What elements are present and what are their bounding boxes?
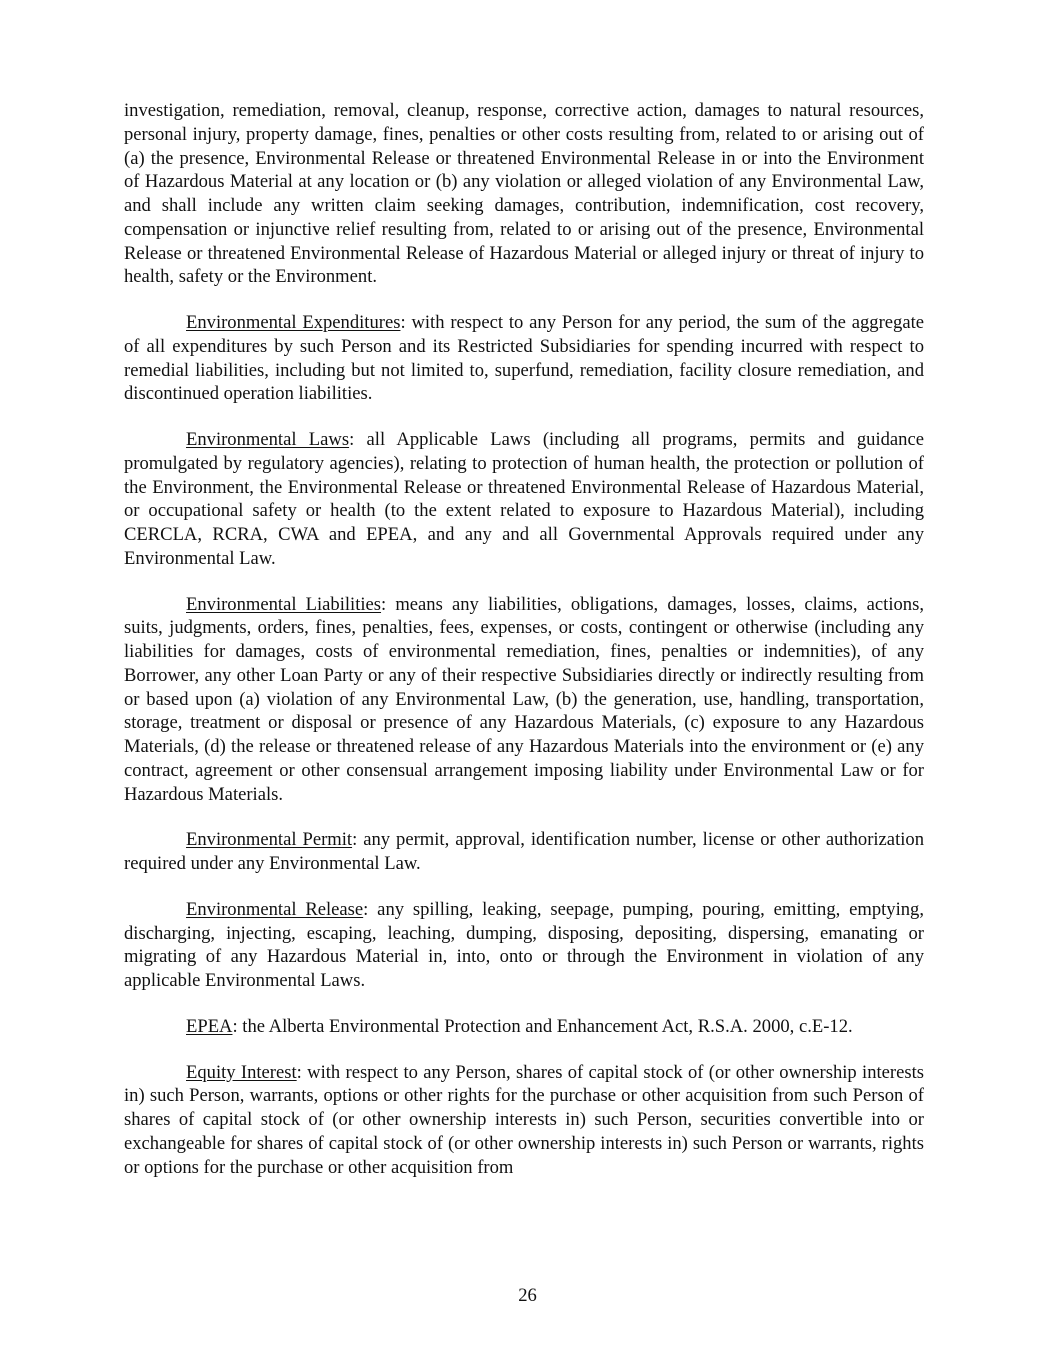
term-separator: : bbox=[232, 1015, 238, 1037]
definition-environmental-release bbox=[124, 898, 924, 993]
term-separator: : bbox=[296, 1061, 302, 1083]
defined-term: Environmental Expenditures bbox=[186, 312, 401, 333]
definition-environmental-expenditures bbox=[124, 311, 924, 406]
definition-text: the Alberta Environmental Protection and Enhancement Act, R.S.A. 2000, c.E-12. bbox=[237, 1015, 853, 1037]
document-body bbox=[124, 99, 924, 1201]
defined-term: EPEA bbox=[186, 1015, 233, 1037]
definition-text: all Applicable Laws (including all programs, permits and guidance promulgated by regulatory agencies), relating to protection of human health, the protection or pollution of the Environment, the Environmental Release or threatened Environmental Release of Hazardous Material, or occupational safety or health (to the extent related to exposure to Hazardous Material), including CERCLA, RCRA, CWA and EPEA, and any and all Governmental Approvals required under any Environmental Law. bbox=[124, 429, 924, 569]
defined-term: Environmental Release bbox=[186, 898, 364, 920]
defined-term: Equity Interest bbox=[186, 1061, 297, 1083]
definition-text: with respect to any Person, shares of capital stock of (or other ownership interests in) such Person, warrants, options or other rights for the purchase or other acquisition from such Person of shares of capital stock of (or other ownership interests in) such Person, securities convertible into or exchangeable for shares of capital stock of (or other ownership interests in) such Person or warrants, rights or options for the purchase or other acquisition from bbox=[124, 1061, 925, 1178]
term-separator: : bbox=[349, 429, 355, 450]
defined-term: Environmental Laws bbox=[186, 429, 350, 450]
definition-epea bbox=[124, 1015, 924, 1039]
term-separator: : bbox=[363, 898, 369, 920]
definition-environmental-permit bbox=[124, 828, 924, 876]
definition-text: any permit, approval, identification number, license or other authorization required under any Environmental Law. bbox=[124, 829, 924, 874]
defined-term: Environmental Permit bbox=[186, 829, 353, 851]
definition-text: any spilling, leaking, seepage, pumping, pouring, emitting, emptying, discharging, injecting, escaping, leaching, dumping, disposing, depositing, dispersing, emanating or migrating of any Hazardous Material in, into, onto or through the Environment in violation of any applicable Environmental Laws. bbox=[124, 898, 924, 991]
definition-text: means any liabilities, obligations, damages, losses, claims, actions, suits, judgments, orders, fines, penalties, fees, expenses, or costs, contingent or otherwise (including any liabilities for damages, costs of environmental remediation, fines, penalties or indemnities), of any Borrower, any other Loan Party or any of their respective Subsidiaries directly or indirectly resulting from or based upon (a) violation of any Environmental Law, (b) the generation, use, handling, transportation, storage, treatment or disposal or presence of any Hazardous Materials, (c) exposure to any Hazardous Materials, (d) the release or threatened release of any Hazardous Materials into the environment or (e) any contract, agreement or other consensual arrangement imposing liability under Environmental Law or for Hazardous Materials. bbox=[124, 593, 924, 805]
term-separator: : bbox=[352, 829, 358, 851]
continuation-paragraph: investigation, remediation, removal, cleanup, response, corrective action, damages to natural resources, personal injury, property damage, fines, penalties or other costs resulting from, related to or arising out of (a) the presence, Environmental Release or threatened Environmental Release in or into the Environment of Hazardous Material at any location or (b) any violation or alleged violation of any Environmental Law, and shall include any written claim seeking damages, contribution, indemnification, cost recovery, compensation or injunctive relief resulting from, related to or arising out of the presence, Environmental Release or threatened Environmental Release of Hazardous Material or alleged injury or threat of injury to health, safety or the Environment. bbox=[124, 100, 924, 288]
definition-equity-interest bbox=[124, 1061, 924, 1180]
term-separator: : bbox=[381, 593, 387, 615]
definition-environmental-laws bbox=[124, 428, 924, 571]
definition-text: with respect to any Person for any period, the sum of the aggregate of all expenditures by such Person and its Restricted Subsidiaries for spending incurred with respect to remedial liabilities, including but not limited to, superfund, remediation, facility closure remediation, and discontinued operation liabilities. bbox=[124, 312, 924, 405]
defined-term: Environmental Liabilities bbox=[186, 593, 382, 615]
definition-environmental-liabilities bbox=[124, 593, 924, 807]
page-number: 26 bbox=[518, 1285, 537, 1306]
term-separator: : bbox=[400, 312, 406, 333]
